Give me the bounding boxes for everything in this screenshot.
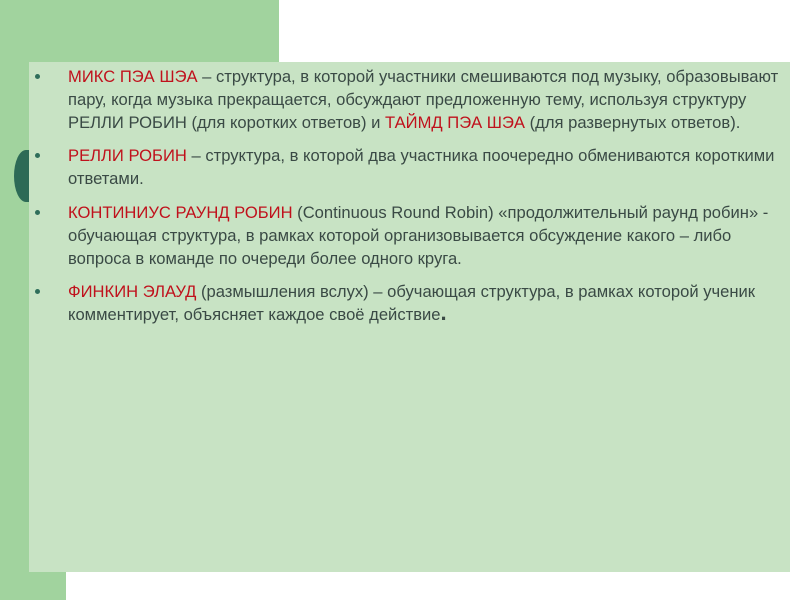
term: МИКС ПЭА ШЭА xyxy=(68,67,198,86)
definition: – структура, в которой участники смешиваются под музыку, образовывают пару, когда музыка прекращается, обсуждают предложенную тему, используя структуру РЕЛЛИ РОБИН (для коротких ответов) и xyxy=(68,67,779,132)
final-period: . xyxy=(440,300,447,326)
list-item-continuous-round-robin xyxy=(29,202,790,270)
term: КОНТИНИУС РАУНД РОБИН xyxy=(68,202,293,222)
bullet-dot-icon xyxy=(35,210,40,215)
bullet-dot-icon xyxy=(35,289,40,294)
bullet-list xyxy=(29,66,790,338)
term: ФИНКИН ЭЛАУД xyxy=(68,282,197,302)
term: РЕЛЛИ РОБИН xyxy=(68,146,187,166)
list-item-rally-robin xyxy=(29,145,790,191)
definition: – структура, в которой два участника поочередно обмениваются короткими ответами. xyxy=(68,146,775,189)
definition: (Continuous Round Robin) «продолжительный раунд робин» - обучающая структура, в рамках которой организовывается обсуждение какого – либо вопроса в команде по очереди более одного круга. xyxy=(68,202,769,268)
definition: (для развернутых ответов). xyxy=(525,112,741,132)
term: ТАЙМД ПЭА ШЭА xyxy=(385,112,526,132)
list-item-mix-pair-share xyxy=(29,66,790,134)
bullet-dot-icon xyxy=(35,74,40,79)
list-item-think-aloud xyxy=(29,281,790,327)
definition: (размышления вслух) – обучающая структура, в рамках которой ученик комментирует, объясняет каждое своё действие xyxy=(68,282,756,325)
bullet-dot-icon xyxy=(35,153,40,158)
content-panel xyxy=(29,62,790,572)
